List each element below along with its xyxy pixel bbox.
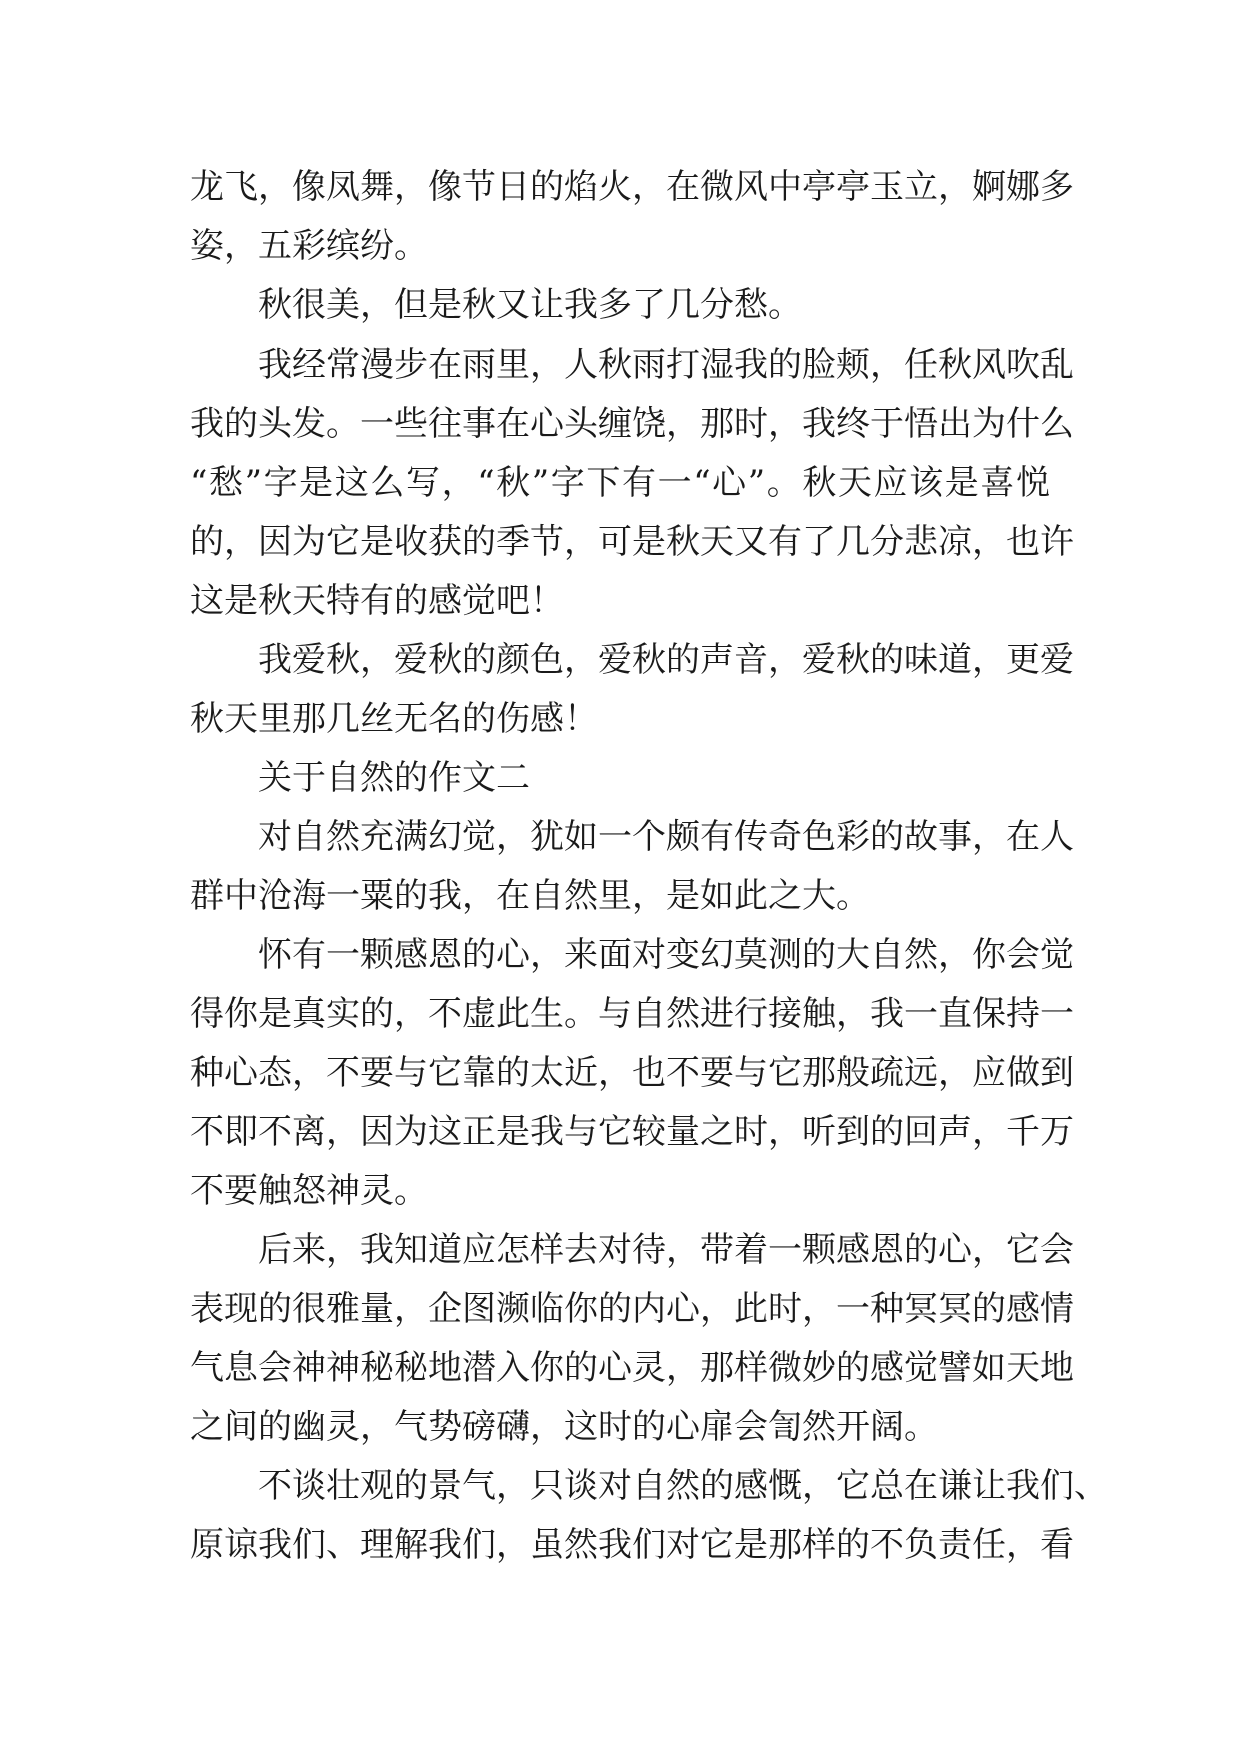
- text-line: 的，因为它是收获的季节，可是秋天又有了几分悲凉，也许: [190, 522, 1074, 562]
- text-line: 后来，我知道应怎样去对待，带着一颗感恩的心，它会: [258, 1230, 1074, 1270]
- section-heading: 关于自然的作文二: [258, 758, 530, 798]
- text-line: 怀有一颗感恩的心，来面对变幻莫测的大自然，你会觉: [258, 935, 1074, 975]
- text-line: 龙飞，像凤舞，像节日的焰火，在微风中亭亭玉立，婀娜多: [190, 167, 1074, 207]
- text-line: 原谅我们、理解我们，虽然我们对它是那样的不负责任，看: [190, 1525, 1074, 1565]
- text-line: 不谈壮观的景气，只谈对自然的感慨，它总在谦让我们、: [258, 1466, 1108, 1506]
- text-line: 群中沧海一粟的我，在自然里，是如此之大。: [190, 876, 870, 916]
- text-line: 我的头发。一些往事在心头缠饶，那时，我终于悟出为什么: [190, 404, 1074, 444]
- text-line: 表现的很雅量，企图濒临你的内心，此时，一种冥冥的感情: [190, 1289, 1074, 1329]
- text-line: 种心态，不要与它靠的太近，也不要与它那般疏远，应做到: [190, 1053, 1074, 1093]
- text-line: 这是秋天特有的感觉吧！: [190, 581, 564, 621]
- text-line: 不要触怒神灵。: [190, 1171, 428, 1211]
- text-line: 我经常漫步在雨里，人秋雨打湿我的脸颊，任秋风吹乱: [258, 345, 1074, 385]
- text-line: 我爱秋，爱秋的颜色，爱秋的声音，爱秋的味道，更爱: [258, 640, 1074, 680]
- text-line: 气息会神神秘秘地潜入你的心灵，那样微妙的感觉譬如天地: [190, 1348, 1074, 1388]
- text-line: 对自然充满幻觉，犹如一个颇有传奇色彩的故事，在人: [258, 817, 1074, 857]
- text-line: 不即不离，因为这正是我与它较量之时，听到的回声，千万: [190, 1112, 1074, 1152]
- text-line: 之间的幽灵，气势磅礴，这时的心扉会訇然开阔。: [190, 1407, 938, 1447]
- text-line: 秋天里那几丝无名的伤感！: [190, 699, 598, 739]
- text-line: 得你是真实的，不虚此生。与自然进行接触，我一直保持一: [190, 994, 1074, 1034]
- text-line: 姿，五彩缤纷。: [190, 226, 428, 266]
- text-line: 秋很美，但是秋又让我多了几分愁。: [258, 285, 802, 325]
- text-line: “愁”字是这么写，“秋”字下有一“心”。秋天应该是喜悦: [190, 463, 1050, 503]
